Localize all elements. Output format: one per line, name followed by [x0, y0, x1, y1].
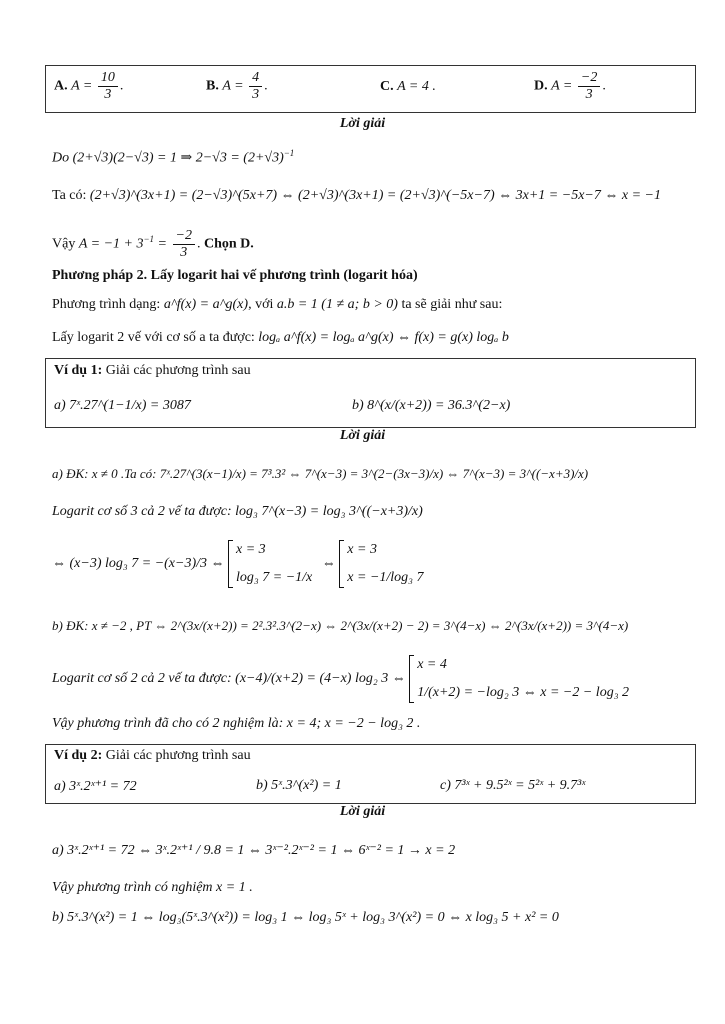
solution3-a1: a) 3ˣ.2ˣ⁺¹ = 72 ⇔ 3ˣ.2ˣ⁺¹ / 9.8 = 1 ⇔ 3ˣ⁻².2ˣ⁻² = 1 ⇔ 6ˣ⁻² = 1 → x = 2 — [52, 843, 456, 858]
solution2-b1: b) ĐK: x ≠ −2 , PT ⇔ 2^(3x/(x+2)) = 2².3².3^(2−x) ⇔ 2^(3x/(x+2) − 2) = 3^(4−x) ⇔ 2^(3x/(x+2)) = 3^(4−x) — [52, 618, 629, 633]
option-c: C. A = 4 . — [380, 79, 436, 94]
method2-form: Phương trình dạng: a^f(x) = a^g(x), với a.b = 1 (1 ≠ a; b > 0) ta sẽ giải như sau: — [52, 297, 503, 312]
example2-c: c) 7³ˣ + 9.5²ˣ = 5²ˣ + 9.7³ˣ — [440, 778, 586, 793]
option-a: A. A = $\frac{10}{3}$ . — [54, 70, 124, 102]
example2-b: b) 5ˣ.3^(x²) = 1 — [256, 778, 342, 793]
solution-heading-1: Lời giải — [339, 116, 386, 131]
solution2-a1: a) ĐK: x ≠ 0 .Ta có: 7ˣ.27^(3(x−1)/x) = 7³.3² ⇔ 7^(x−3) = 3^(2−(3x−3)/x) ⇔ 7^(x−3) = 3^((−x+3)/x) — [52, 466, 589, 481]
example2-title: Ví dụ 2: Giải các phương trình sau — [54, 748, 251, 763]
solution3-a2: Vậy phương trình có nghiệm x = 1 . — [52, 880, 253, 895]
solution1-line3: Vậy $A = -1 + 3^{-1}$ = $\frac{-2}{3}$ . Chọn D. — [52, 228, 254, 260]
solution2-b2: Logarit cơ số 2 cả 2 vế ta được: (x−4)/(x+2) = (4−x) log₂ 3 ⇔ x = 4 1/(x+2) = −log₂ 3 ⇔ x = −2 − log₃ 2 — [52, 655, 629, 703]
solution-heading-3: Lời giải — [339, 804, 386, 819]
option-d: D. A = $\frac{-2}{3}$ . — [534, 70, 606, 102]
solution2-a2: Logarit cơ số 3 cả 2 vế ta được: log₃ 7^(x−3) = log₃ 3^((−x+3)/x) — [52, 504, 423, 519]
solution3-b1: b) 5ˣ.3^(x²) = 1 ⇔ log₃(5ˣ.3^(x²)) = log₃ 1 ⇔ log₃ 5ˣ + log₃ 3^(x²) = 0 ⇔ x log₃ 5 + x² = 0 — [52, 910, 559, 925]
solution2-conclusion: Vậy phương trình đã cho có 2 nghiệm là: x = 4; x = −2 − log₃ 2 . — [52, 716, 421, 731]
example2-a: a) 3ˣ.2ˣ⁺¹ = 72 — [54, 779, 137, 794]
example1-a: a) 7ˣ.27^(1−1/x) = 3087 — [54, 398, 191, 413]
method2-take-log: Lấy logarit 2 vế với cơ số a ta được: logₐ a^f(x) = logₐ a^g(x) ⇔ f(x) = g(x) logₐ b — [52, 330, 509, 345]
solution1-line2: Ta có: (2+√3)^(3x+1) = (2−√3)^(5x+7) ⇔ (2+√3)^(3x+1) = (2+√3)^(−5x−7) ⇔ 3x+1 = −5x−7 ⇔ x = −1 — [52, 188, 661, 203]
solution-heading-2: Lời giải — [339, 428, 386, 443]
example1-title: Ví dụ 1: Giải các phương trình sau — [54, 363, 251, 378]
option-b: B. A = $\frac{4}{3}$ . — [206, 70, 268, 102]
method2-heading: Phương pháp 2. Lấy logarit hai vế phương trình (logarit hóa) — [52, 268, 418, 283]
solution1-line1: Do (2+√3)(2−√3) = 1 ⇒ $2-√3 = (2+√3)^{-1}$ — [52, 148, 295, 166]
example1-b: b) 8^(x/(x+2)) = 36.3^(2−x) — [352, 398, 511, 413]
solution2-a3: ⇔ (x−3) log₃ 7 = −(x−3)/3 ⇔ x = 3 log₃ 7 = −1/x ⇔ x = 3 x = −1/log₃ 7 — [52, 540, 424, 588]
